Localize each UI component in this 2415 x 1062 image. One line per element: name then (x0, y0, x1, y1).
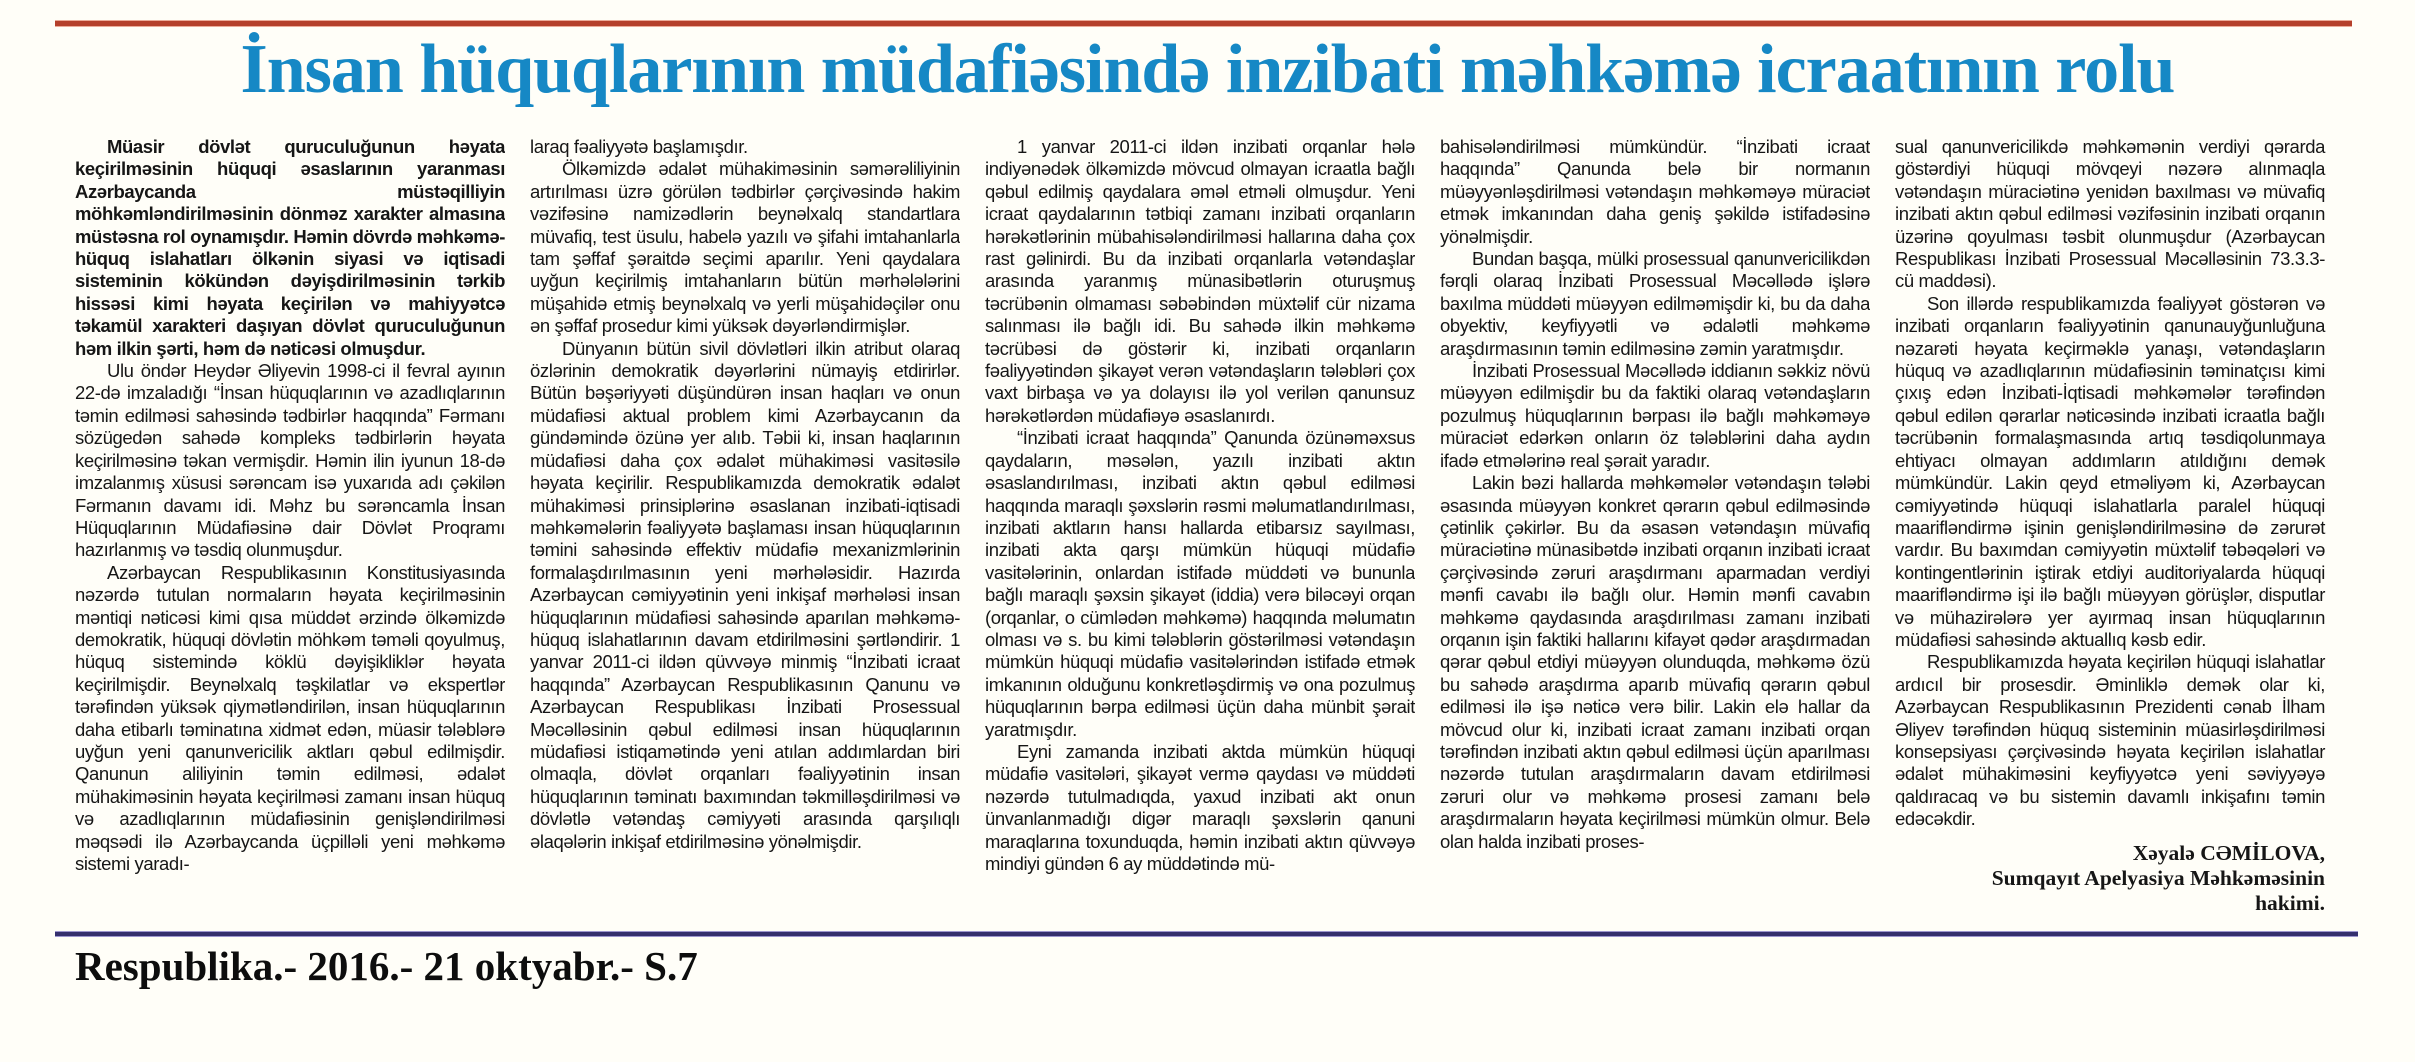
article-paragraph: Son illərdə respublikamızda fəaliyyət göstərən və inzibati orqanların fəaliyyətinin qanunauyğunluğuna nəzarəti həyata keçirməklə yanaşı, vətəndaşların hüquq və azadlıqlarının müdafiəsinin təminatçısı kimi çıxış edən İnzibati-İqtisadi məhkəmələr tərəfindən qəbul edilən qərarlar nəticəsində inzibati icraatla bağlı təcrübənin formalaşmasında artıq təsdiqolunmaya ehtiyacı olmayan addımların atıldığını demək mümkündür. Lakin qeyd etməliyəm ki, Azərbaycan cəmiyyətində hüquqi islahatlarla paralel hüquqi maarifləndirmə işinin genişləndirilməsinə də zərurət vardır. Bu baxımdan cəmiyyətin müxtəlif təbəqələri və kontingentlərinin iştirak etdiyi auditoriyalarda hüquqi maarifləndirmə işi ilə bağlı müəyyən görüşlər, disputlar və mühazirələrə yer ayırmaq insan hüquqlarının müdafiəsi sahəsində aktuallıq kəsb edir. (1895, 292, 2325, 650)
signature-line: Xəyalə CƏMİLOVA, (2132, 840, 2325, 865)
top-divider-rule (55, 20, 2352, 27)
article-paragraph: Müasir dövlət quruculuğunun həyata keçirilməsinin hüquqi əsaslarının yaranması Azərbaycanda müstəqilliyin möhkəmləndirilməsinin dönməz xarakter almasına müstəsna rol oynamışdır. Həmin dövrdə məhkəmə-hüquq islahatları ölkənin siyasi və iqtisadi sisteminin kökündən dəyişdirilməsinin tərkib hissəsi kimi həyata keçirilən və mahiyyətcə təkamül xarakteri daşıyan dövlət quruculuğunun həm ilkin şərti, həm də nəticəsi olmuşdur. (75, 136, 505, 359)
article-column-2 (530, 136, 960, 853)
source-citation: Respublika.- 2016.- 21 oktyabr.- S.7 (75, 943, 698, 989)
article-paragraph: Dünyanın bütün sivil dövlətləri ilkin atribut olaraq özlərinin demokratik dəyərlərini nümayiş etdirirlər. Bütün bəşəriyyəti düşündürən insan haqları və onun müdafiəsi aktual problem kimi Azərbaycanın da gündəmində özünə yer alıb. Təbii ki, insan haqlarının müdafiəsi daha çox ədalət mühakiməsi vasitəsilə həyata keçirilir. Respublikamızda demokratik ədalət mühakiməsi prinsiplərinə əsaslanan inzibati-iqtisadi məhkəmələrin fəaliyyətə başlaması insan hüquqlarının təmini sahəsində effektiv müdafiə mexanizmlərinin formalaşdırılmasının yeni mərhələsidir. Hazırda Azərbaycan cəmiyyətinin yeni inkişaf mərhələsi insan hüquqlarının müdafiəsi sahəsində aparılan məhkəmə-hüquq islahatlarının davam etdirilməsini şərtləndirir. 1 yanvar 2011-ci ildən qüvvəyə minmiş “İnzibati icraat haqqında” Azərbaycan Respublikasının Qanunu və Azərbaycan Respublikası İnzibati Prosessual Məcəlləsinin qəbul edilməsi insan hüquqlarının müdafiəsi istiqamətində yeni atılan addımlardan biri olmaqla, dövlət orqanları fəaliyyətinin insan hüquqlarının təminatı baxımından təkmilləşdirilməsi və dövlətlə vətəndaş cəmiyyəti arasında qarşılıqlı əlaqələrin inkişaf etdirilməsinə yönəlmişdir. (530, 337, 960, 852)
article-column-3 (985, 136, 1415, 875)
article-column-1 (75, 136, 505, 875)
article-paragraph: “İnzibati icraat haqqında” Qanunda özünəməxsus qaydaların, məsələn, yazılı inzibati aktın əsaslandırılması, inzibati aktın qəbul edilməsi haqqında maraqlı şəxslərin rəsmi məlumatlandırılması, inzibati aktların hansı hallarda etibarsız sayılması, inzibati akta qarşı mümkün hüquqi müdafiə vasitələrinin, onlardan istifadə müddəti və bununla bağlı maraqlı şəxsin şikayət (iddia) verə biləcəyi orqan (orqanlar, o cümlədən məhkəmə) haqqında məlumatın olması və s. bu kimi tələblərin göstərilməsi vətəndaşın mümkün hüquqi müdafiə vasitələrindən istifadə etmək imkanının olduğunu konkretləşdirmiş və ona pozulmuş hüquqlarının bərpa edilməsi üçün daha münbit şərait yaratmışdır. (985, 427, 1415, 740)
article-paragraph: bahisələndirilməsi mümkündür. “İnzibati icraat haqqında” Qanunda belə bir normanın müəyyənləşdirilməsi vətəndaşın məhkəməyə müraciət etmək imkanından daha geniş şəkildə istifadəsinə yönəlmişdir. (1440, 136, 1870, 247)
bottom-divider-rule (55, 931, 2358, 937)
article-paragraph: Respublikamızda həyata keçirilən hüquqi islahatlar ardıcıl bir prosesdir. Əminliklə demək olar ki, Azərbaycan Respublikasının Prezidenti cənab İlham Əliyev tərəfindən hüquq sisteminin müasirləşdirilməsi konsepsiyası çərçivəsində həyata keçirilən islahatlar ədalət mühakiməsini keyfiyyətcə yeni səviyyəyə qaldıracaq və bu sistemin davamlı inkişafını təmin edəcəkdir. (1895, 651, 2325, 830)
article-paragraph: sual qanunvericilikdə məhkəmənin verdiyi qərarda göstərdiyi hüquqi mövqeyi nəzərə alınmaqla vətəndaşın müraciətinə yenidən baxılması və müvafiq inzibati aktın qəbul edilməsi vəzifəsinin inzibati orqanın üzərinə qoyulması təsbit olunmuşdur (Azərbaycan Respublikası İnzibati Prosessual Məcəlləsinin 73.3.3-cü maddəsi). (1895, 136, 2325, 292)
article-paragraph: Lakin bəzi hallarda məhkəmələr vətəndaşın tələbi əsasında müəyyən konkret qərarın qəbul edilməsində çətinlik çəkirlər. Bu da əsasən vətəndaşın müvafiq müraciətinə münasibətdə inzibati orqanın inzibati icraat çərçivəsində zəruri araşdırmanı aparmadan verdiyi mənfi cavabı ilə bağlı olur. Həmin mənfi cavabın məhkəmə qaydasında araşdırılması zamanı inzibati orqanın işin faktiki hallarını kifayət qədər araşdırmadan qərar qəbul etdiyi müəyyən olunduqda, məhkəmə özü bu sahədə araşdırma aparıb müvafiq qərarın qəbul edilməsi ilə işə nəticə verə bilir. Lakin elə hallar da mövcud olur ki, inzibati icraat zamanı inzibati orqan tərəfindən inzibati aktın qəbul edilməsi üçün aparılması nəzərdə tutulan araşdırmaların davam etdirilməsi zəruri olur və məhkəmə prosesi zamanı belə araşdırmaların həyata keçirilməsi mümkün olmur. Belə olan halda inzibati proses- (1440, 472, 1870, 852)
signature-line: Sumqayıt Apelyasiya Məhkəməsinin (1991, 865, 2325, 890)
article-column-4 (1440, 136, 1870, 853)
article-column-5 (1895, 136, 2325, 916)
article-paragraph: Azərbaycan Respublikasının Konstitusiyasında nəzərdə tutulan normaların həyata keçirilməsinin məntiqi nəticəsi kimi qısa müddət ərzində ölkəmizdə demokratik, hüquqi dövlətin möhkəm təməli qoyulmuş, hüquq sistemində köklü dəyişikliklər həyata keçirilmişdir. Beynəlxalq təşkilatlar və ekspertlər tərəfindən yüksək qiymətləndirilən, insan hüquqlarının daha etibarlı təminatına xidmət edən, müasir tələblərə uyğun yeni qanunvericilik aktları qəbul edilmişdir. Qanunun aliliyinin təmin edilməsi, ədalət mühakiməsinin həyata keçirilməsi zamanı insan hüquq və azadlıqlarının müdafiəsinin genişləndirilməsi məqsədi ilə Azərbaycanda üçpilləli yeni məhkəmə sistemi yaradı- (75, 561, 505, 874)
article-paragraph: İnzibati Prosessual Məcəllədə iddianın səkkiz növü müəyyən edilmişdir bu da faktiki olaraq vətəndaşların pozulmuş hüquqlarının bərpası ilə bağlı məhkəməyə müraciət edərkən onların öz tələblərini daha aydın ifadə etmələrinə real şərait yaradır. (1440, 360, 1870, 471)
article-headline: İnsan hüquqlarının müdafiəsində inzibati məhkəmə icraatının rolu (240, 31, 2175, 108)
article-paragraph: Bundan başqa, mülki prosessual qanunvericilikdən fərqli olaraq İnzibati Prosessual Məcəllədə işlərə baxılma müddəti müəyyən edilməmişdir ki, bu da daha obyektiv, keyfiyyətli və ədalətli məhkəmə araşdırmasının təmin edilməsinə zəmin yaratmışdır. (1440, 248, 1870, 359)
signature-line: hakimi. (2255, 890, 2325, 915)
article-paragraph: laraq fəaliyyətə başlamışdır. (530, 136, 748, 157)
article-paragraph: Ulu öndər Heydər Əliyevin 1998-ci il fevral ayının 22-də imzaladığı “İnsan hüquqlarının və azadlıqlarının təmin edilməsi sahəsində tədbirlər haqqında” Fərmanı sözügedən sahədə kompleks tədbirlərin həyata keçirilməsinə təkan vermişdir. Həmin ilin iyunun 18-də imzalanmış xüsusi sərəncam isə yuxarıda adı çəkilən Fərmanın davamı idi. Məhz bu sərəncamla İnsan Hüquqlarının Müdafiəsinə dair Dövlət Proqramı hazırlanmış və təsdiq olunmuşdur. (75, 360, 505, 561)
article-paragraph: Eyni zamanda inzibati aktda mümkün hüquqi müdafiə vasitələri, şikayət vermə qaydası və müddəti nəzərdə tutulmadıqda, yaxud inzibati akt onun ünvanlanmadığı digər maraqlı şəxslərin qanuni maraqlarına toxunduqda, həmin inzibati aktın qüvvəyə mindiyi gündən 6 ay müddətində mü- (985, 740, 1415, 874)
article-paragraph: Ölkəmizdə ədalət mühakiməsinin səmərəliliyinin artırılması üzrə görülən tədbirlər çərçivəsində hakim vəzifəsinə namizədlərin beynəlxalq standartlara müvafiq, test üsulu, habelə yazılı və şifahi imtahanlarla tam şəffaf şəraitdə seçimi aparılır. Yeni qaydalara uyğun keçirilmiş imtahanların bütün mərhələlərini müşahidə etmiş beynəlxalq və yerli müşahidəçilər onu ən şəffaf prosedur kimi yüksək dəyərləndirmişlər. (530, 158, 960, 337)
article-paragraph: 1 yanvar 2011-ci ildən inzibati orqanlar hələ indiyənədək ölkəmizdə mövcud olmayan icraatla bağlı qəbul edilmiş qaydalara əməl etməli olmuşdur. Yeni icraat qaydalarının tətbiqi zamanı inzibati orqanların hərəkətlərinin mübahisələndirilməsi hallarına daha çox rast gəlinirdi. Bu da inzibati orqanlarla vətəndaşlar arasında yaranmış münasibətlərin oturuşmuş təcrübənin olmaması səbəbindən müxtəlif cür nizama salınması ilə bağlı idi. Bu sahədə ilkin məhkəmə təcrübəsi də göstərir ki, inzibati orqanların fəaliyyətindən şikayət verən vətəndaşların tələbləri çox vaxt birbaşa və ya dolayısı ilə yol verilən qanunsuz hərəkətlərdən müdafiəyə əsaslanırdı. (985, 136, 1415, 426)
